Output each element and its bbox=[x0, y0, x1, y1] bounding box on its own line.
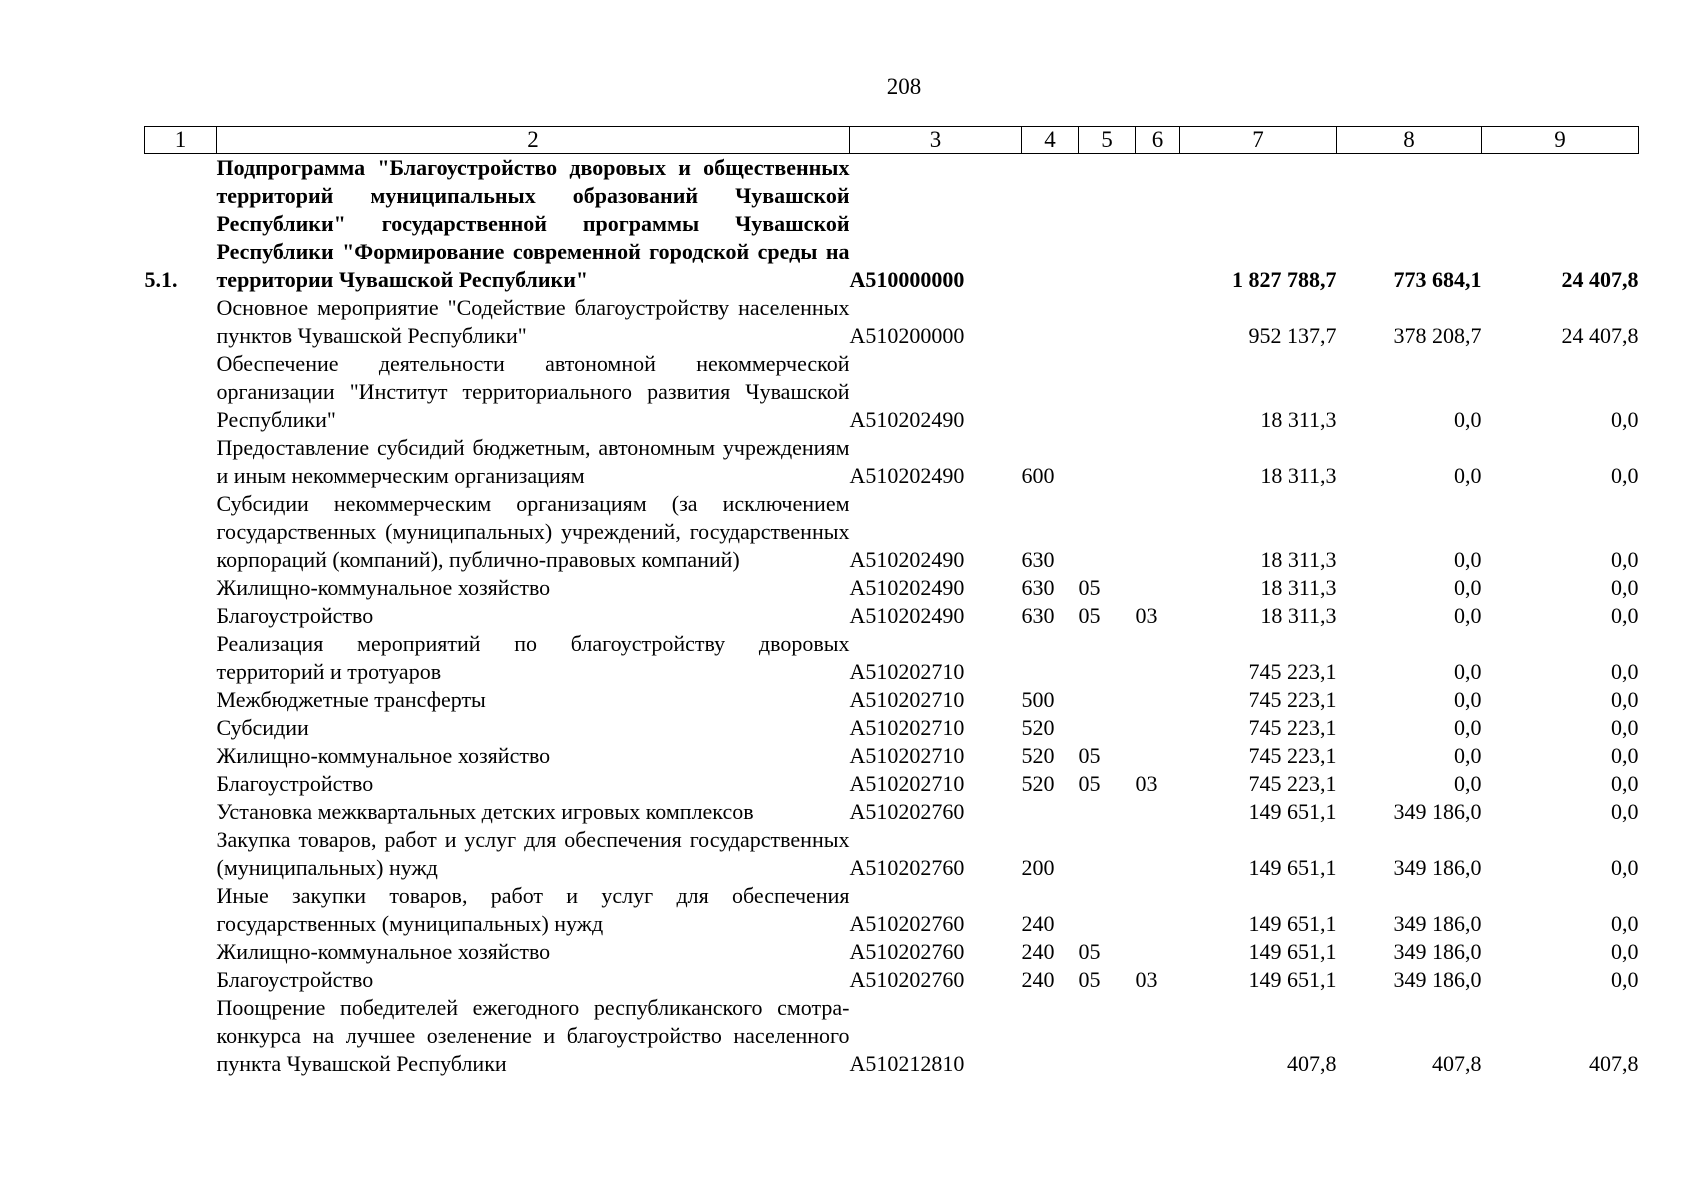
target-article-code: A510202490 bbox=[849, 547, 965, 572]
row-name: Закупка товаров, работ и услуг для обеспечения государственных (муниципальных) нужд bbox=[216, 827, 850, 880]
amount-col-9: 0,0 bbox=[1611, 799, 1639, 824]
expense-type-code: 630 bbox=[1021, 575, 1055, 600]
amount-col-7: 149 651,1 bbox=[1248, 939, 1337, 964]
amount-col-9: 407,8 bbox=[1589, 1051, 1639, 1076]
amount-col-7: 745 223,1 bbox=[1248, 687, 1337, 712]
section-code bbox=[1079, 294, 1136, 350]
column-number-header bbox=[145, 127, 1639, 154]
amount-col-7: 745 223,1 bbox=[1248, 771, 1337, 796]
table-row bbox=[145, 994, 1639, 1078]
expense-type-code: 630 bbox=[1021, 547, 1055, 572]
amount-col-7: 745 223,1 bbox=[1248, 659, 1337, 684]
amount-col-9: 0,0 bbox=[1611, 687, 1639, 712]
amount-col-7: 149 651,1 bbox=[1248, 855, 1337, 880]
subsection-code bbox=[1136, 714, 1180, 742]
row-name: Реализация мероприятий по благоустройству дворовых территорий и тротуаров bbox=[216, 631, 850, 684]
expense-type-code bbox=[1022, 994, 1079, 1078]
expense-type-code: 630 bbox=[1021, 603, 1055, 628]
row-number bbox=[145, 770, 217, 798]
row-number bbox=[145, 686, 217, 714]
row-number bbox=[145, 882, 217, 938]
section-code bbox=[1079, 434, 1136, 490]
target-article-code: A510202490 bbox=[849, 463, 965, 488]
section-code bbox=[1079, 350, 1136, 434]
subsection-code bbox=[1136, 938, 1180, 966]
amount-col-8: 349 186,0 bbox=[1393, 855, 1482, 880]
table-row bbox=[145, 798, 1639, 826]
column-header: 1 bbox=[145, 127, 217, 154]
amount-col-7: 18 311,3 bbox=[1260, 547, 1337, 572]
row-number bbox=[145, 630, 217, 686]
row-name: Жилищно-коммунальное хозяйство bbox=[216, 939, 551, 964]
expense-type-code: 520 bbox=[1021, 771, 1055, 796]
row-name: Иные закупки товаров, работ и услуг для обеспечения государственных (муниципальных) нужд bbox=[216, 883, 850, 936]
row-number bbox=[145, 994, 217, 1078]
table-row bbox=[145, 602, 1639, 630]
row-number bbox=[145, 602, 217, 630]
section-code bbox=[1079, 490, 1136, 574]
target-article-code: A510202710 bbox=[849, 771, 965, 796]
amount-col-9: 0,0 bbox=[1611, 743, 1639, 768]
row-name: Субсидии bbox=[216, 715, 309, 740]
section-code bbox=[1079, 686, 1136, 714]
amount-col-9: 0,0 bbox=[1611, 407, 1639, 432]
target-article-code: A510202710 bbox=[849, 659, 965, 684]
amount-col-9: 0,0 bbox=[1611, 967, 1639, 992]
subsection-code bbox=[1136, 882, 1180, 938]
table-row bbox=[145, 294, 1639, 350]
amount-col-8: 0,0 bbox=[1454, 743, 1482, 768]
section-code: 05 bbox=[1078, 743, 1101, 768]
row-name: Жилищно-коммунальное хозяйство bbox=[216, 743, 551, 768]
column-header: 7 bbox=[1180, 127, 1337, 154]
expense-type-code bbox=[1022, 798, 1079, 826]
column-header: 3 bbox=[850, 127, 1022, 154]
expense-type-code: 240 bbox=[1021, 939, 1055, 964]
column-header: 8 bbox=[1337, 127, 1482, 154]
amount-col-8: 0,0 bbox=[1454, 463, 1482, 488]
amount-col-9: 0,0 bbox=[1611, 855, 1639, 880]
target-article-code: A510202760 bbox=[849, 911, 965, 936]
page-number: 208 bbox=[886, 74, 922, 99]
table-row bbox=[145, 826, 1639, 882]
column-header: 2 bbox=[217, 127, 850, 154]
target-article-code: A510200000 bbox=[849, 323, 965, 348]
amount-col-7: 18 311,3 bbox=[1260, 603, 1337, 628]
target-article-code: A510202710 bbox=[849, 743, 965, 768]
target-article-code: A510202760 bbox=[849, 939, 965, 964]
section-code bbox=[1079, 630, 1136, 686]
target-article-code: A510212810 bbox=[849, 1051, 965, 1076]
amount-col-7: 18 311,3 bbox=[1260, 575, 1337, 600]
row-name: Благоустройство bbox=[216, 603, 374, 628]
table-row bbox=[145, 574, 1639, 602]
subsection-code bbox=[1136, 154, 1180, 295]
amount-col-9: 0,0 bbox=[1611, 575, 1639, 600]
amount-col-8: 0,0 bbox=[1454, 407, 1482, 432]
amount-col-9: 0,0 bbox=[1611, 911, 1639, 936]
column-header: 5 bbox=[1079, 127, 1136, 154]
row-number: 5.1. bbox=[144, 267, 178, 292]
row-name: Основное мероприятие "Содействие благоустройству населенных пунктов Чувашской Республики" bbox=[216, 295, 850, 348]
expense-type-code: 600 bbox=[1021, 463, 1055, 488]
amount-col-9: 0,0 bbox=[1611, 771, 1639, 796]
table-row bbox=[145, 434, 1639, 490]
section-code bbox=[1079, 882, 1136, 938]
amount-col-8: 773 684,1 bbox=[1393, 267, 1482, 292]
amount-col-8: 0,0 bbox=[1454, 771, 1482, 796]
subsection-code bbox=[1136, 994, 1180, 1078]
expense-type-code: 200 bbox=[1021, 855, 1055, 880]
target-article-code: A510202760 bbox=[849, 799, 965, 824]
amount-col-7: 18 311,3 bbox=[1260, 463, 1337, 488]
subsection-code bbox=[1136, 294, 1180, 350]
section-code bbox=[1079, 826, 1136, 882]
section-code bbox=[1079, 798, 1136, 826]
amount-col-9: 0,0 bbox=[1611, 463, 1639, 488]
target-article-code: A510202760 bbox=[849, 967, 965, 992]
table-row bbox=[145, 966, 1639, 994]
row-number bbox=[145, 574, 217, 602]
amount-col-7: 745 223,1 bbox=[1248, 743, 1337, 768]
subsection-code bbox=[1136, 574, 1180, 602]
amount-col-8: 349 186,0 bbox=[1393, 911, 1482, 936]
expense-type-code bbox=[1022, 630, 1079, 686]
expense-type-code: 520 bbox=[1021, 715, 1055, 740]
target-article-code: A510202760 bbox=[849, 855, 965, 880]
row-number bbox=[145, 742, 217, 770]
table-row bbox=[145, 490, 1639, 574]
amount-col-7: 952 137,7 bbox=[1248, 323, 1337, 348]
expense-type-code: 240 bbox=[1021, 967, 1055, 992]
amount-col-7: 149 651,1 bbox=[1248, 911, 1337, 936]
amount-col-7: 407,8 bbox=[1287, 1051, 1337, 1076]
amount-col-8: 349 186,0 bbox=[1393, 939, 1482, 964]
subsection-code bbox=[1136, 490, 1180, 574]
row-number bbox=[145, 938, 217, 966]
section-code: 05 bbox=[1078, 771, 1101, 796]
row-name: Субсидии некоммерческим организациям (за исключением государственных (муниципальных) учреждений, государственных корпораций (компаний), публично-правовых компаний) bbox=[216, 491, 850, 572]
expense-type-code bbox=[1022, 294, 1079, 350]
row-number bbox=[145, 434, 217, 490]
budget-table bbox=[144, 126, 1639, 1078]
row-number bbox=[145, 490, 217, 574]
amount-col-9: 0,0 bbox=[1611, 603, 1639, 628]
amount-col-8: 0,0 bbox=[1454, 547, 1482, 572]
target-article-code: A510202490 bbox=[849, 603, 965, 628]
row-number bbox=[145, 966, 217, 994]
amount-col-7: 149 651,1 bbox=[1248, 967, 1337, 992]
table-row bbox=[145, 714, 1639, 742]
subsection-code: 03 bbox=[1135, 967, 1158, 992]
amount-col-9: 0,0 bbox=[1611, 547, 1639, 572]
row-name: Межбюджетные трансферты bbox=[216, 687, 486, 712]
row-name: Установка межквартальных детских игровых комплексов bbox=[216, 799, 754, 824]
amount-col-8: 0,0 bbox=[1454, 603, 1482, 628]
target-article-code: A510202490 bbox=[849, 575, 965, 600]
section-code: 05 bbox=[1078, 939, 1101, 964]
table-row bbox=[145, 350, 1639, 434]
subsection-code bbox=[1136, 742, 1180, 770]
row-name: Предоставление субсидий бюджетным, автономным учреждениям и иным некоммерческим организациям bbox=[216, 435, 850, 488]
amount-col-9: 0,0 bbox=[1611, 715, 1639, 740]
target-article-code: A510202710 bbox=[849, 687, 965, 712]
amount-col-9: 0,0 bbox=[1611, 659, 1639, 684]
table-row bbox=[145, 686, 1639, 714]
table-body bbox=[145, 154, 1639, 1079]
subsection-code bbox=[1136, 798, 1180, 826]
amount-col-8: 0,0 bbox=[1454, 715, 1482, 740]
section-code bbox=[1079, 154, 1136, 295]
target-article-code: A510000000 bbox=[849, 267, 965, 292]
row-name: Благоустройство bbox=[216, 967, 374, 992]
table-row bbox=[145, 770, 1639, 798]
target-article-code: A510202710 bbox=[849, 715, 965, 740]
amount-col-8: 349 186,0 bbox=[1393, 799, 1482, 824]
column-header: 4 bbox=[1022, 127, 1079, 154]
table-row bbox=[145, 742, 1639, 770]
section-code: 05 bbox=[1078, 967, 1101, 992]
subsection-code bbox=[1136, 686, 1180, 714]
amount-col-7: 745 223,1 bbox=[1248, 715, 1337, 740]
subsection-code bbox=[1136, 630, 1180, 686]
table-row bbox=[145, 882, 1639, 938]
subsection-code bbox=[1136, 350, 1180, 434]
table-row bbox=[145, 938, 1639, 966]
row-number bbox=[145, 714, 217, 742]
table-row bbox=[145, 630, 1639, 686]
amount-col-8: 0,0 bbox=[1454, 575, 1482, 600]
expense-type-code: 240 bbox=[1021, 911, 1055, 936]
row-number bbox=[145, 798, 217, 826]
row-name: Обеспечение деятельности автономной некоммерческой организации "Институт территориального развития Чувашской Республики" bbox=[216, 351, 850, 432]
row-name: Поощрение победителей ежегодного республиканского смотра-конкурса на лучшее озеленение и благоустройство населенного пункта Чувашской Республики bbox=[216, 995, 850, 1076]
row-number bbox=[145, 350, 217, 434]
row-number bbox=[145, 826, 217, 882]
expense-type-code: 500 bbox=[1021, 687, 1055, 712]
amount-col-8: 0,0 bbox=[1454, 687, 1482, 712]
target-article-code: A510202490 bbox=[849, 407, 965, 432]
amount-col-8: 378 208,7 bbox=[1393, 323, 1482, 348]
amount-col-9: 24 407,8 bbox=[1561, 323, 1639, 348]
expense-type-code bbox=[1022, 350, 1079, 434]
section-code bbox=[1079, 714, 1136, 742]
amount-col-8: 349 186,0 bbox=[1393, 967, 1482, 992]
amount-col-7: 149 651,1 bbox=[1248, 799, 1337, 824]
column-header: 6 bbox=[1136, 127, 1180, 154]
subsection-code bbox=[1136, 826, 1180, 882]
expense-type-code: 520 bbox=[1021, 743, 1055, 768]
amount-col-9: 24 407,8 bbox=[1561, 267, 1639, 292]
table-row bbox=[145, 154, 1639, 295]
row-name: Жилищно-коммунальное хозяйство bbox=[216, 575, 551, 600]
row-name: Подпрограмма "Благоустройство дворовых и общественных территорий муниципальных образований Чувашской Республики" государственной программы Чувашской Республики "Формирование современной городской среды на территории Чувашской Республики" bbox=[216, 155, 850, 292]
amount-col-8: 407,8 bbox=[1432, 1051, 1482, 1076]
subsection-code: 03 bbox=[1135, 603, 1158, 628]
amount-col-7: 1 827 788,7 bbox=[1232, 267, 1337, 292]
subsection-code: 03 bbox=[1135, 771, 1158, 796]
section-code: 05 bbox=[1078, 603, 1101, 628]
row-number bbox=[145, 294, 217, 350]
amount-col-9: 0,0 bbox=[1611, 939, 1639, 964]
amount-col-7: 18 311,3 bbox=[1260, 407, 1337, 432]
row-name: Благоустройство bbox=[216, 771, 374, 796]
amount-col-8: 0,0 bbox=[1454, 659, 1482, 684]
expense-type-code bbox=[1022, 154, 1079, 295]
column-header: 9 bbox=[1482, 127, 1639, 154]
section-code bbox=[1079, 994, 1136, 1078]
section-code: 05 bbox=[1078, 575, 1101, 600]
subsection-code bbox=[1136, 434, 1180, 490]
